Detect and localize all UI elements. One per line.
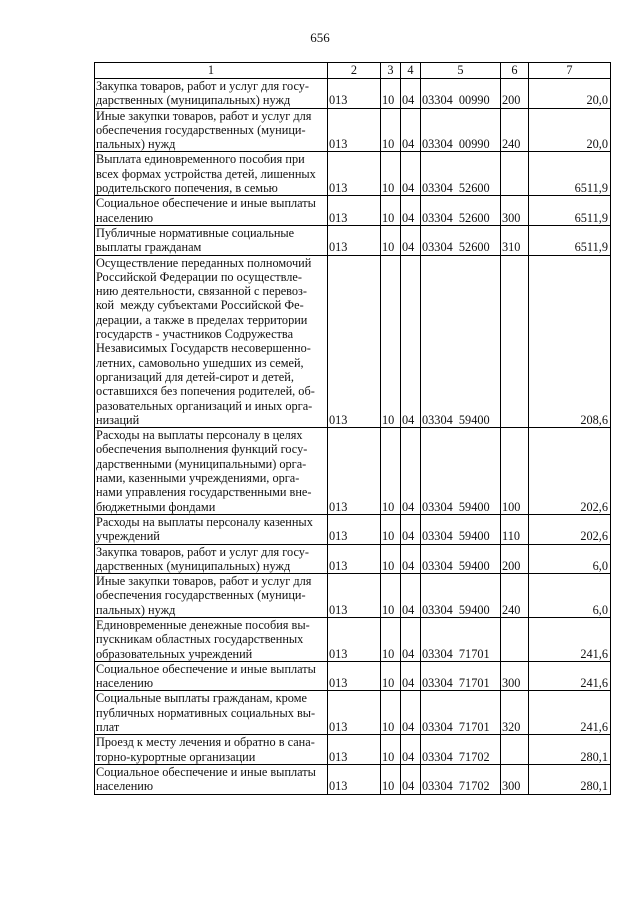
section-cell: 10 <box>381 79 401 109</box>
subsection-cell: 04 <box>401 152 421 196</box>
target-item-cell: 03304 71702 <box>421 764 501 794</box>
expense-type-cell: 240 <box>501 108 529 152</box>
subsection-cell: 04 <box>401 428 421 515</box>
row-name-cell: Закупка товаров, работ и услуг для госу- дарственных (муниципальных) нужд <box>95 79 328 109</box>
amount-cell: 20,0 <box>529 79 611 109</box>
section-cell: 10 <box>381 225 401 255</box>
admin-code-cell: 013 <box>328 79 381 109</box>
target-item-cell: 03304 59400 <box>421 428 501 515</box>
amount-cell: 20,0 <box>529 108 611 152</box>
expense-type-cell: 240 <box>501 574 529 618</box>
section-cell: 10 <box>381 152 401 196</box>
section-cell: 10 <box>381 196 401 226</box>
table-row <box>95 225 611 255</box>
target-item-cell: 03304 59400 <box>421 514 501 544</box>
subsection-cell: 04 <box>401 196 421 226</box>
expense-type-cell: 300 <box>501 661 529 691</box>
row-name-cell: Социальное обеспечение и иные выплаты населению <box>95 764 328 794</box>
subsection-cell: 04 <box>401 108 421 152</box>
row-name-cell: Социальное обеспечение и иные выплаты населению <box>95 196 328 226</box>
amount-cell: 6,0 <box>529 544 611 574</box>
section-cell: 10 <box>381 574 401 618</box>
page-number: 656 <box>310 30 330 45</box>
target-item-cell: 03304 00990 <box>421 108 501 152</box>
admin-code-cell: 013 <box>328 225 381 255</box>
amount-cell: 6511,9 <box>529 225 611 255</box>
section-cell: 10 <box>381 255 401 428</box>
amount-cell: 6511,9 <box>529 196 611 226</box>
section-cell: 10 <box>381 544 401 574</box>
target-item-cell: 03304 71702 <box>421 735 501 765</box>
target-item-cell: 03304 52600 <box>421 196 501 226</box>
row-name-cell: Иные закупки товаров, работ и услуг для обеспечения государственных (муници- пальных) нужд <box>95 108 328 152</box>
admin-code-cell: 013 <box>328 514 381 544</box>
subsection-cell: 04 <box>401 764 421 794</box>
target-item-cell: 03304 52600 <box>421 225 501 255</box>
column-header-7: 7 <box>529 63 611 79</box>
subsection-cell: 04 <box>401 255 421 428</box>
table-row <box>95 108 611 152</box>
section-cell: 10 <box>381 428 401 515</box>
table-row <box>95 544 611 574</box>
expense-type-cell: 200 <box>501 544 529 574</box>
section-cell: 10 <box>381 661 401 691</box>
section-cell: 10 <box>381 691 401 735</box>
admin-code-cell: 013 <box>328 764 381 794</box>
subsection-cell: 04 <box>401 514 421 544</box>
subsection-cell: 04 <box>401 79 421 109</box>
amount-cell: 280,1 <box>529 735 611 765</box>
target-item-cell: 03304 71701 <box>421 691 501 735</box>
header-row <box>95 63 611 79</box>
subsection-cell: 04 <box>401 225 421 255</box>
target-item-cell: 03304 71701 <box>421 661 501 691</box>
section-cell: 10 <box>381 735 401 765</box>
target-item-cell: 03304 52600 <box>421 152 501 196</box>
amount-cell: 6,0 <box>529 574 611 618</box>
expense-type-cell <box>501 735 529 765</box>
expense-type-cell <box>501 255 529 428</box>
subsection-cell: 04 <box>401 617 421 661</box>
expense-type-cell <box>501 617 529 661</box>
table-row <box>95 255 611 428</box>
row-name-cell: Иные закупки товаров, работ и услуг для обеспечения государственных (муници- пальных) нужд <box>95 574 328 618</box>
row-name-cell: Единовременные денежные пособия вы- пускникам областных государственных образовательных учреждений <box>95 617 328 661</box>
column-header-4: 4 <box>401 63 421 79</box>
target-item-cell: 03304 00990 <box>421 79 501 109</box>
admin-code-cell: 013 <box>328 544 381 574</box>
table-row <box>95 574 611 618</box>
column-header-1: 1 <box>95 63 328 79</box>
amount-cell: 208,6 <box>529 255 611 428</box>
amount-cell: 202,6 <box>529 428 611 515</box>
table-row <box>95 691 611 735</box>
row-name-cell: Публичные нормативные социальные выплаты гражданам <box>95 225 328 255</box>
table-row <box>95 514 611 544</box>
amount-cell: 202,6 <box>529 514 611 544</box>
amount-cell: 241,6 <box>529 661 611 691</box>
row-name-cell: Расходы на выплаты персоналу в целях обеспечения выполнения функций госу- дарственными (муниципальными) орга- нами, казенными учреждениями, орга- нами управления государственными вне- бюджетными фондами <box>95 428 328 515</box>
row-name-cell: Осуществление переданных полномочий Российской Федерации по осуществле- нию деятельности, связанной с перевоз- кой между субъектами Российской Фе- дерации, а также в пределах территории государств - участников Содружества Независимых Государств несовершенно- летних, самовольно ушедших из семей, организаций для детей-сирот и детей, оставшихся без попечения родителей, об- разовательных организаций и иных орга- низаций <box>95 255 328 428</box>
row-name-cell: Закупка товаров, работ и услуг для госу- дарственных (муниципальных) нужд <box>95 544 328 574</box>
subsection-cell: 04 <box>401 661 421 691</box>
section-cell: 10 <box>381 617 401 661</box>
expense-type-cell: 300 <box>501 196 529 226</box>
admin-code-cell: 013 <box>328 661 381 691</box>
table-row <box>95 79 611 109</box>
section-cell: 10 <box>381 108 401 152</box>
target-item-cell: 03304 71701 <box>421 617 501 661</box>
column-header-3: 3 <box>381 63 401 79</box>
admin-code-cell: 013 <box>328 691 381 735</box>
subsection-cell: 04 <box>401 735 421 765</box>
row-name-cell: Социальное обеспечение и иные выплаты населению <box>95 661 328 691</box>
table-body <box>95 79 611 795</box>
admin-code-cell: 013 <box>328 735 381 765</box>
expense-type-cell: 310 <box>501 225 529 255</box>
row-name-cell: Социальные выплаты гражданам, кроме публичных нормативных социальных вы- плат <box>95 691 328 735</box>
amount-cell: 280,1 <box>529 764 611 794</box>
admin-code-cell: 013 <box>328 428 381 515</box>
table-row <box>95 196 611 226</box>
target-item-cell: 03304 59400 <box>421 255 501 428</box>
admin-code-cell: 013 <box>328 196 381 226</box>
table-row <box>95 428 611 515</box>
target-item-cell: 03304 59400 <box>421 544 501 574</box>
row-name-cell: Выплата единовременного пособия при всех формах устройства детей, лишенных родительского попечения, в семью <box>95 152 328 196</box>
table-row <box>95 735 611 765</box>
amount-cell: 241,6 <box>529 691 611 735</box>
expense-type-cell <box>501 152 529 196</box>
column-header-2: 2 <box>328 63 381 79</box>
expense-type-cell: 320 <box>501 691 529 735</box>
admin-code-cell: 013 <box>328 255 381 428</box>
table-row <box>95 764 611 794</box>
table-row <box>95 617 611 661</box>
expense-type-cell: 100 <box>501 428 529 515</box>
table-row <box>95 661 611 691</box>
target-item-cell: 03304 59400 <box>421 574 501 618</box>
admin-code-cell: 013 <box>328 108 381 152</box>
admin-code-cell: 013 <box>328 152 381 196</box>
table-row <box>95 152 611 196</box>
expense-type-cell: 300 <box>501 764 529 794</box>
section-cell: 10 <box>381 764 401 794</box>
amount-cell: 241,6 <box>529 617 611 661</box>
subsection-cell: 04 <box>401 691 421 735</box>
admin-code-cell: 013 <box>328 574 381 618</box>
expense-type-cell: 110 <box>501 514 529 544</box>
amount-cell: 6511,9 <box>529 152 611 196</box>
subsection-cell: 04 <box>401 544 421 574</box>
column-header-5: 5 <box>421 63 501 79</box>
expense-type-cell: 200 <box>501 79 529 109</box>
column-header-6: 6 <box>501 63 529 79</box>
admin-code-cell: 013 <box>328 617 381 661</box>
row-name-cell: Проезд к месту лечения и обратно в сана- торно-курортные организации <box>95 735 328 765</box>
row-name-cell: Расходы на выплаты персоналу казенных учреждений <box>95 514 328 544</box>
subsection-cell: 04 <box>401 574 421 618</box>
budget-table <box>94 62 611 795</box>
section-cell: 10 <box>381 514 401 544</box>
